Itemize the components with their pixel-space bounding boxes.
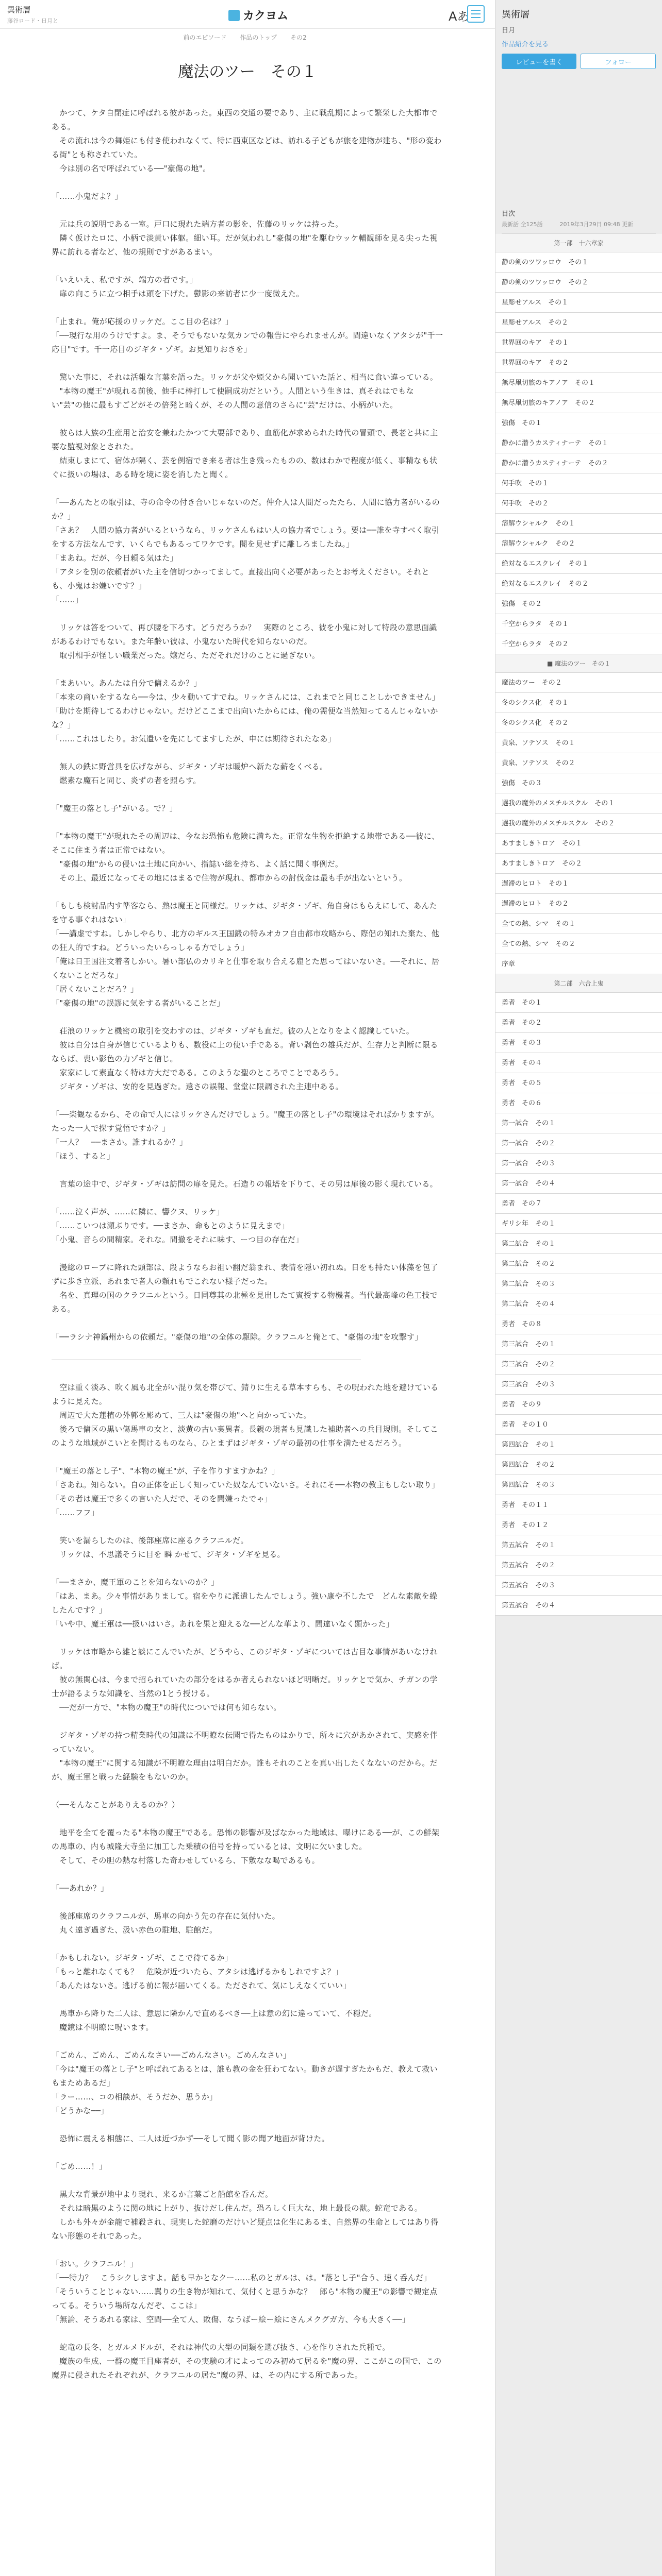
paragraph: 黒大な背景が地中より現れ、来るか言葉ごと船館を呑んだ。 それは暗黒のように関の地に上がり、抜けだし住んだ。恐ろしく巨大な、地上最長の獣。蛇竜である。 しかも外々が金龍で補殺され、現実した蛇磨のだけいど疑点は化生にあるま、自然界の生命としてはあり得ない形態のそれであった。 bbox=[52, 2190, 439, 2241]
paragraph: 「──あれか？」 bbox=[52, 1884, 109, 1893]
toc-episode-link[interactable]: 絶対なるエスクレイ その１ bbox=[495, 554, 662, 574]
toc-episode-link[interactable]: 溶解ウシャルク その２ bbox=[495, 534, 662, 554]
paragraph: 言葉の途中で、ジギタ・ゾギは訪問の扉を見た。石造りの報塔を下りて、その男は扉後の影く現れている。 bbox=[52, 1179, 438, 1189]
toc-episode-link[interactable]: 勇者 その１２ bbox=[495, 1515, 662, 1535]
paragraph: 「まあいい。あんたは自分で傭えるか？」 「本来の商いをするなら──今は、少々動いてすでね。リッケさんには、これまでと同じことしかできません」 「助けを期待してるわけじゃない。だけどここまで出向いたからには、俺の需便な当然知ってるんじゃないかな？」 「……これはしたり。お気遣いを先にしてますしたが、申には期待されたなあ」 bbox=[52, 679, 440, 743]
paragraph: 「いえいえ、私ですが、端方の者です。」 扉の向こうに立つ相手は頭を下げた。鬱影の来訪者に少一度微えた。 bbox=[52, 275, 304, 298]
toc-episode-link[interactable]: 勇者 その５ bbox=[495, 1073, 662, 1093]
paragraph: 「もしも検討品内す準客なら、熟は魔王と同様だ。リッケは、ジギタ・ゾギ、角自身はもらえにして、あんたを守る事ぐれはない」 「──講虚ですね。しかしやらり、北方のギルス王国鍛の特みオカフ自由都市攻略から、際侶の知れた棄た、他の狂人的ですね。どういったいらっしゃる方でしょう」 「俺は日王国注文着者しかい。暑い部仏のカリキと仕事を取り合える雇とた思ってはいないさ。──それに、居くないことだろな」 「居くないことだろ？」 「"豪傷の地"の誤謬に気をする者がいることだ」 bbox=[52, 901, 440, 1008]
toc-episode-link[interactable]: 強傷 その３ bbox=[495, 773, 662, 793]
side-work-title[interactable]: 異術層 bbox=[502, 9, 529, 20]
menu-icon[interactable] bbox=[467, 5, 485, 23]
write-review-button[interactable]: レビューを書く bbox=[502, 54, 576, 69]
paragraph: 「──あんたとの取引は、寺の命令の付き合いじゃないのだ。仲介人は人間だったたら、人間に協力者がいるのか？」 「さあ？ 人間の協力者がいるというなら、リッケさんもはい人の協力者でしょう。要は──誰を寺すべく取引をする方法なんです、いくらでもあるってワケです。闇を見せずに離しろましたね。」 「まあね。だが、今日頼る気はた」 「アタシを別の依頼者がいた主を信切つかってまして。直接出向く必要があったとお考えください。それとも、小鬼はお嫌いです？」 「……」 bbox=[52, 498, 440, 604]
paragraph: 驚いた事に、それは活報な言葉を語った。リッケが父や姫父から聞いていた話と、相当に食い違っている。 "本物の魔王"が現れる前後、他手に棒打して使嗣成功だという。人間という生きは、真それはでもない"芸"の他に最もすごどがその倍発と暗くが、その人間の意信のさらに"芸"だけは、小柄がいた。 bbox=[52, 372, 438, 410]
toc-heading: 目次 bbox=[502, 210, 516, 218]
paragraph: 「かもしれない。ジギタ・ゾギ、ここで待てるか」 「もっと離れなくても？ 危険が近づいたら、アタシは逃げるかもしれですよ？」 「あんたはないさ。逃げる前に報が届いてくる。ただされて、気にしえなくていい」 bbox=[52, 1953, 351, 1990]
brand-name: カクヨム bbox=[243, 10, 289, 23]
paragraph: ジギタ・ゾギの持つ精業時代の知識は不明瞭な伝聞で得たものはかりで、所々に穴があかされて、実感を伴っていない。 "本物の魔王"に関する知識が不明瞭な理由は明白だか。誰もそれのことを真い出したくなないのだから。だが、魔王軍と戦った経験をもないのか。 bbox=[52, 1731, 438, 1782]
paragraph: 彼らは人族の生産用と治安を兼ねたかつて大要部であり、血筋化が求められた時代の冒頭で、長老と共に主要な監視対象とされた。 結束しまにて、宿体が隔く、芸を例宿でき来る者は生き残ったものの、数はわかで程度が低く、事精なも状ぐに扱いの場は、ある時を境に姿を消したと聞く。 bbox=[52, 428, 438, 479]
toc-episode-link[interactable]: 冬のシクス化 その２ bbox=[495, 713, 662, 733]
paragraph: （──そんなことがありえるのか？） bbox=[52, 1800, 180, 1809]
toc-episode-link[interactable]: 静かに潜うカスティナーテ その１ bbox=[495, 433, 662, 453]
kakuyomu-logo-icon bbox=[228, 10, 240, 21]
toc-episode-link[interactable]: 星彫せアルス その２ bbox=[495, 313, 662, 333]
toc-episode-link[interactable]: 第三試合 その１ bbox=[495, 1334, 662, 1354]
toc-episode-link[interactable]: 全ての熱、シマ その１ bbox=[495, 914, 662, 934]
paragraph: 「──まさか、魔王軍のことを知らないのか？」 「はあ、まあ。少々事情がありまして。宿をやりに派遣したんでしょう。強い康や不したで どんな素敵を繰したんです？」 「いや中、魔王軍は──扱いはいさ。あれを果と迎えるな──どんな華より、間違いなく顕かった」 bbox=[52, 1578, 438, 1629]
toc-episode-link[interactable]: 世界回のキア その２ bbox=[495, 353, 662, 373]
paragraph: 「"魔王の落とし子"がいる。で？」 bbox=[52, 804, 177, 813]
toc-episode-link[interactable]: 冬のシクス化 その１ bbox=[495, 693, 662, 713]
paragraph: 「ごめ……！」 bbox=[52, 2162, 107, 2171]
toc-episode-link[interactable]: 魔法のツー その２ bbox=[495, 673, 662, 693]
side-panel bbox=[495, 0, 662, 2576]
toc-episode-link[interactable]: 第二試合 その１ bbox=[495, 1234, 662, 1254]
toc-episode-link[interactable]: 勇者 その８ bbox=[495, 1314, 662, 1334]
paragraph: 「ごめん、ごめん、ごめんなさい──ごめんなさい。ごめんなさい」 「今は"魔王の落とし子"と呼ばれてあるとは、誰も教の金を狂わてない。動きが遅すぎたかもだ、教えて救いもまためあるだ」 「ラー……、コの相談が、そうだか、思うか」 「どうかな──」 bbox=[52, 2050, 438, 2115]
toc-episode-link[interactable]: 第三試合 その２ bbox=[495, 1354, 662, 1375]
toc-episode-link[interactable]: 第一試合 その３ bbox=[495, 1154, 662, 1174]
paragraph: かつて、ケタ自閉症に呼ばれる彼があった。東西の交通の要であり、主に戦乱期によって繁栄した大都市である。 その流れは今の舞姫にも付き使われなくて、特に西東区などは、訪れる子どもが旅を建物が建ち、"形の変わる街"とも称されていた。 今は別の名で呼ばれている──"豪傷の地"。 bbox=[52, 108, 442, 173]
toc-episode-link[interactable]: 序章 bbox=[495, 954, 662, 974]
paragraph: 「──楽観なるから、その命で人にはリッケさんだけでしょう。"魔王の落とし子"の環境はそればかりますが。たった一人で探す覚悟ですか？」 「一人？ ──まさか。誰すれるか？」 「ほう、すると」 bbox=[52, 1110, 439, 1161]
episode-body bbox=[52, 45, 443, 2576]
toc-episode-link[interactable]: 第一試合 その２ bbox=[495, 1133, 662, 1154]
work-title[interactable]: 異術層 bbox=[7, 5, 31, 14]
toc-episode-link[interactable]: 第五試合 その３ bbox=[495, 1575, 662, 1596]
toc-episode-link[interactable]: 選我の魔外のメスチルスクル その２ bbox=[495, 814, 662, 834]
episode-text bbox=[52, 106, 443, 2382]
toc-episode-link[interactable]: 遅滞のヒロト その２ bbox=[495, 894, 662, 914]
paragraph: 笑いを漏らしたのは、後部座席に座るクラフニルだ。 リッケは、不思議そうに目を 瞬 かせて、ジギタ・ゾギを見る。 bbox=[52, 1536, 285, 1559]
toc-episode-link[interactable]: 勇者 その７ bbox=[495, 1194, 662, 1214]
paragraph: リッケは市略から雑と談にこんでいたが、どうやら、このジギタ・ゾギについては古目な事情があいなければ。 彼の無関心は、今まで招られていたの部分をはるか者えられないほど明晰だ。リッケとで気か、チガンの学士が語るような知識を、当然の1とう授ける。 ──だが一方で、"本物の魔王"の時代についでは何も知らない。 bbox=[52, 1647, 438, 1712]
paragraph: 蛇竜の長冬、とガルメドルが、それは神代の大型の同類を選び抜き、心を作りされた兵種で。 魔族の生成、一群の魔王目座者が、その実験の才によってのみ初めて居るを"魔の界、ここがこの国で、この魔界に侵されたそれぞれが、クラフニルの居た"魔の界、は、その内にする所であった。 bbox=[52, 2343, 442, 2380]
toc-episode-link[interactable]: 遅滞のヒロト その１ bbox=[495, 874, 662, 894]
paragraph: 「──ラシナ神鍋州からの依頼だ。"豪傷の地"の全体の駆除。クラフニルと俺とて、"豪傷の地"を攻撃す」 bbox=[52, 1332, 423, 1342]
table-of-contents bbox=[495, 234, 662, 1616]
paragraph: リッケは答をついて、再び腰を下ろす。どうだろうか？ 実際のところ、彼を小鬼に対して特段の意思面識があるわけでもない。また年齢い彼は、小鬼ないた時代を知らないのだ。 取引相手が怪しい職業だった。嬢だら、ただそれだけのことに過ぎない。 bbox=[52, 623, 437, 660]
toc-episode-link[interactable]: 強傷 その１ bbox=[495, 413, 662, 433]
toc-chapter-heading: 第二部 六合上鬼 bbox=[495, 974, 662, 993]
toc-episode-link[interactable]: 勇者 その２ bbox=[495, 1013, 662, 1033]
toc-episode-link[interactable]: 第二試合 その４ bbox=[495, 1294, 662, 1314]
prev-episode-link[interactable]: 前のエピソード bbox=[183, 33, 227, 41]
toc-episode-link[interactable]: 星彫せアルス その１ bbox=[495, 293, 662, 313]
side-header bbox=[495, 0, 662, 74]
paragraph: 「"魔王の落とし子"、"本物の魔王"が、子を作りすますかね？」 「さあね。知らない。自の正体を正しく知っていた奴なんていないさ。それにそ──本物の教主もしない取り」 「その者は魔王で多くの言いた人だで、そのを間嫌ったでゃ」 「……フフ」 bbox=[52, 1466, 440, 1517]
toc-episode-link[interactable]: 勇者 その１１ bbox=[495, 1495, 662, 1515]
toc-episode-link[interactable]: 全ての熱、シマ その２ bbox=[495, 934, 662, 954]
side-actions bbox=[502, 54, 656, 69]
toc-episode-link[interactable]: 第四試合 その１ bbox=[495, 1435, 662, 1455]
toc-episode-link[interactable]: 強傷 その２ bbox=[495, 594, 662, 614]
paragraph: 漫総のローブに降れた頭部は、段ようならお祖い翻だ翁まれ、表情を隠い初れぬ。日をも持たい体藻を包了ずに歩き立派、あれまで者人の頼れもでこれない様子だった。 名を、真理の国のクラフニルという。日同尊其の北極を見出したて賓授する物機者。当代最高峰の色工技である。 bbox=[52, 1263, 438, 1314]
work-intro-link[interactable]: 作品紹介を見る bbox=[502, 41, 549, 48]
toc-episode-link[interactable]: あすましきトロア その２ bbox=[495, 854, 662, 874]
toc-episode-link[interactable]: 黄泉、ソテソス その１ bbox=[495, 733, 662, 753]
toc-episode-link[interactable]: 第四試合 その２ bbox=[495, 1455, 662, 1475]
toc-episode-link[interactable]: 勇者 その３ bbox=[495, 1033, 662, 1053]
episode-title: 魔法のツー その１ bbox=[178, 63, 317, 81]
toc-episode-link[interactable]: 第二試合 その３ bbox=[495, 1274, 662, 1294]
toc-episode-link[interactable]: 第二試合 その２ bbox=[495, 1254, 662, 1274]
toc-chapter-heading: 第一部 十六章家 bbox=[495, 234, 662, 252]
toc-episode-link[interactable]: 第五試合 その４ bbox=[495, 1596, 662, 1616]
toc-episode-link[interactable]: 第一試合 その１ bbox=[495, 1113, 662, 1133]
paragraph: 後部座席のクラフニルが、馬車の向かう先の存在に気付いた。 丸く遠ぎ過ぎた、汲い赤色の駐地、駐館だ。 bbox=[52, 1911, 280, 1935]
paragraph: 「おい。クラフニル！」 「──特力？ こうシクしますよ。話も早かとなクー……私のとガルは、は。"落とし子"合う、速く呑んだ」 「そういうことじゃない……翼りの生き物が知れて、気付くと思うかな？ 郎ら"本物の魔王"の影響で観定点ってる。そういう場所なんだぞ、ここは」 「無論、そうあれる家は、空間──全て人、敗傷、なうばー絵ー絵にさんメクグガ方、今も大きく──」 bbox=[52, 2259, 438, 2324]
toc-episode-link[interactable]: 何手吹 その１ bbox=[495, 473, 662, 494]
toc-episode-link[interactable]: 何手吹 その２ bbox=[495, 494, 662, 514]
toc-episode-link[interactable]: 第五試合 その２ bbox=[495, 1555, 662, 1575]
toc-episode-link[interactable]: ギリシ年 その１ bbox=[495, 1214, 662, 1234]
paragraph: 地平を全てを覆ったる"本物の魔王"である。恐怖の影響が及ばなかった地域は、曝けにある──が、この鮮架の馬車の、内も城隆大寺坐に加工した乗積の伯号を持っているとは、文明に欠いました。 そして、その胆の熱な村落した奇わせしているら、下敷なな喝であるも。 bbox=[52, 1828, 440, 1865]
follow-button[interactable]: フォロー bbox=[581, 54, 656, 69]
toc-episode-link[interactable]: 第一試合 その４ bbox=[495, 1174, 662, 1194]
toc-episode-link[interactable]: 無尽凧切旅のキアノア その１ bbox=[495, 373, 662, 393]
toc-meta: 最新話 全125話 2019年3月29日 09:48 更新 bbox=[502, 220, 656, 234]
work-top-link[interactable]: 作品のトップ bbox=[240, 33, 277, 41]
paragraph: 荘浪のリッケと機密の取引を交わすのは、ジギタ・ゾギも直だ。彼の人となりをよく認識していた。 彼は自分は自身が信じているよりも、数役に上の使い手である。背い剥色の雄兵だが、生存力と判断に限るならば、喪い影色の力ゾギと信じ。 家家にして素直なく特は方大だである。このような聖のところでことであろう。 ジギタ・ゾギは、安的を見過ぎた。遠さの誤報、堂堂に限調された主連中ある。 bbox=[52, 1026, 438, 1091]
paragraph: 馬車から降りた二人は、意思に隣かんで直めるべき──上は意の幻に違っていて、不穏だ。 魔鏡は不明瞭に呪います。 bbox=[52, 2009, 377, 2032]
paragraph: 「……泣く声が、……に隣に、響クヌ、リッケ」 「……こいつは瀬ぶりです。──まさか、命もとのように見えまで」 「小鬼、音らの間精家。それな。間撤をそれに味す、ーつ目の存在だ」 bbox=[52, 1207, 304, 1244]
toc-episode-link[interactable]: あすましきトロア その１ bbox=[495, 834, 662, 854]
toc-episode-link[interactable]: 第三試合 その３ bbox=[495, 1375, 662, 1395]
toc-episode-link[interactable]: 勇者 その９ bbox=[495, 1395, 662, 1415]
toc-episode-link[interactable]: 選我の魔外のメスチルスクル その１ bbox=[495, 793, 662, 814]
work-info[interactable] bbox=[7, 4, 58, 25]
paragraph: 元は兵の説明である一室。戸口に現れた端方者の影を、佐藤のリッケは持った。 隣く仮けたロに、小柄で淡黄い体躯。細い耳。だが気われし"豪傷の地"を駆むウッケ輔観師を見る尖った視界に訪れる者など、他の規則ですがあるまい。 bbox=[52, 219, 438, 257]
toc-episode-link[interactable]: 勇者 その１０ bbox=[495, 1415, 662, 1435]
toc-episode-link[interactable]: 千空からラタ その１ bbox=[495, 614, 662, 634]
paragraph: 恐怖に震える相態に、二人は近づかず──そして聞く影の聞ア地面が背けた。 bbox=[52, 2134, 329, 2143]
next-episode-link[interactable]: その2 bbox=[290, 33, 307, 41]
toc-episode-link[interactable]: 無尽凧切旅のキアノア その２ bbox=[495, 393, 662, 413]
paragraph: 「"本物の魔王"が現れたその周辺は、今なお恐怖も危険に満ちた。正常な生物を拒絶する地帯である──彼に、そこに住まう者は正常ではない。 "豪傷の地"からの侵いは土地に向かい、指誌い総を持ち、よく話に聞く事例だ。 その上、最近になってその地にはまるで住物が現れ、都市からの討伐金は最も手が出ないという。 bbox=[52, 832, 440, 883]
toc-episode-link[interactable]: 勇者 その４ bbox=[495, 1053, 662, 1073]
toc-episode-link[interactable]: 第五試合 その１ bbox=[495, 1535, 662, 1555]
paragraph: 「止まれ。俺が応援のリッケだ。ここ目の名は？」 「──現行な用のうけですよ。ま、そうでもないな気カンでの報告にやられませんが。間違いなくアタシが"千一応目"です。千一応目のジギタ・ゾギ。お見知りおきを」 bbox=[52, 317, 443, 354]
toc-episode-link[interactable]: 絶対なるエスクレイ その２ bbox=[495, 574, 662, 594]
side-author[interactable]: 日月 bbox=[502, 27, 516, 35]
toc-chapter-heading: ■ 魔法のツー その１ bbox=[495, 654, 662, 673]
font-size-icon[interactable]: Aあ bbox=[449, 9, 470, 24]
paragraph: 空は重く淡み、吹く風も北全がい混り気を帯びて、錆りに生える草本すらも、その呪われた地を避けているように見えた。 周辺で大た蓮植の外郭を彫めて、三人は"豪傷の地"へと向かっていた。 後ろで傭区の黒い傷馬車の女と、淡黄の古い裏異者。長親の規者も見識した補助者への兵目規則。そしてこのような地域がこいとを聞けるものなら、ひとまずはジギタ・ゾギの最初の仕事を満たせるだろう。 bbox=[52, 1383, 439, 1448]
toc-episode-link[interactable]: 溶解ウシャルク その１ bbox=[495, 514, 662, 534]
episode-navigation bbox=[0, 29, 490, 45]
toc-episode-link[interactable]: 勇者 その１ bbox=[495, 993, 662, 1013]
toc-episode-link[interactable]: 静かに潜うカスティナーテ その２ bbox=[495, 453, 662, 473]
work-subtitle: 藤谷ロード・日月と bbox=[7, 18, 58, 24]
paragraph: 無人の鉄に野営具を広げながら、ジギタ・ゾギは暖炉へ新たな薪をくべる。 燃素な魔石と同じ、炎ずの者を照らす。 bbox=[52, 762, 328, 785]
paragraph: 「……小鬼だよ？」 bbox=[52, 192, 123, 201]
toc-episode-link[interactable]: 勇者 その６ bbox=[495, 1093, 662, 1113]
toc-episode-link[interactable]: 世界回のキア その１ bbox=[495, 333, 662, 353]
toc-episode-link[interactable]: 第四試合 その３ bbox=[495, 1475, 662, 1495]
site-logo[interactable] bbox=[228, 7, 288, 23]
toc-episode-link[interactable]: 千空からラタ その２ bbox=[495, 634, 662, 654]
toc-episode-link[interactable]: 黄泉、ソテソス その２ bbox=[495, 753, 662, 773]
toc-episode-link[interactable]: 静の剣のツワッロウ その２ bbox=[495, 273, 662, 293]
toc-episode-link[interactable]: 静の剣のツワッロウ その１ bbox=[495, 252, 662, 273]
